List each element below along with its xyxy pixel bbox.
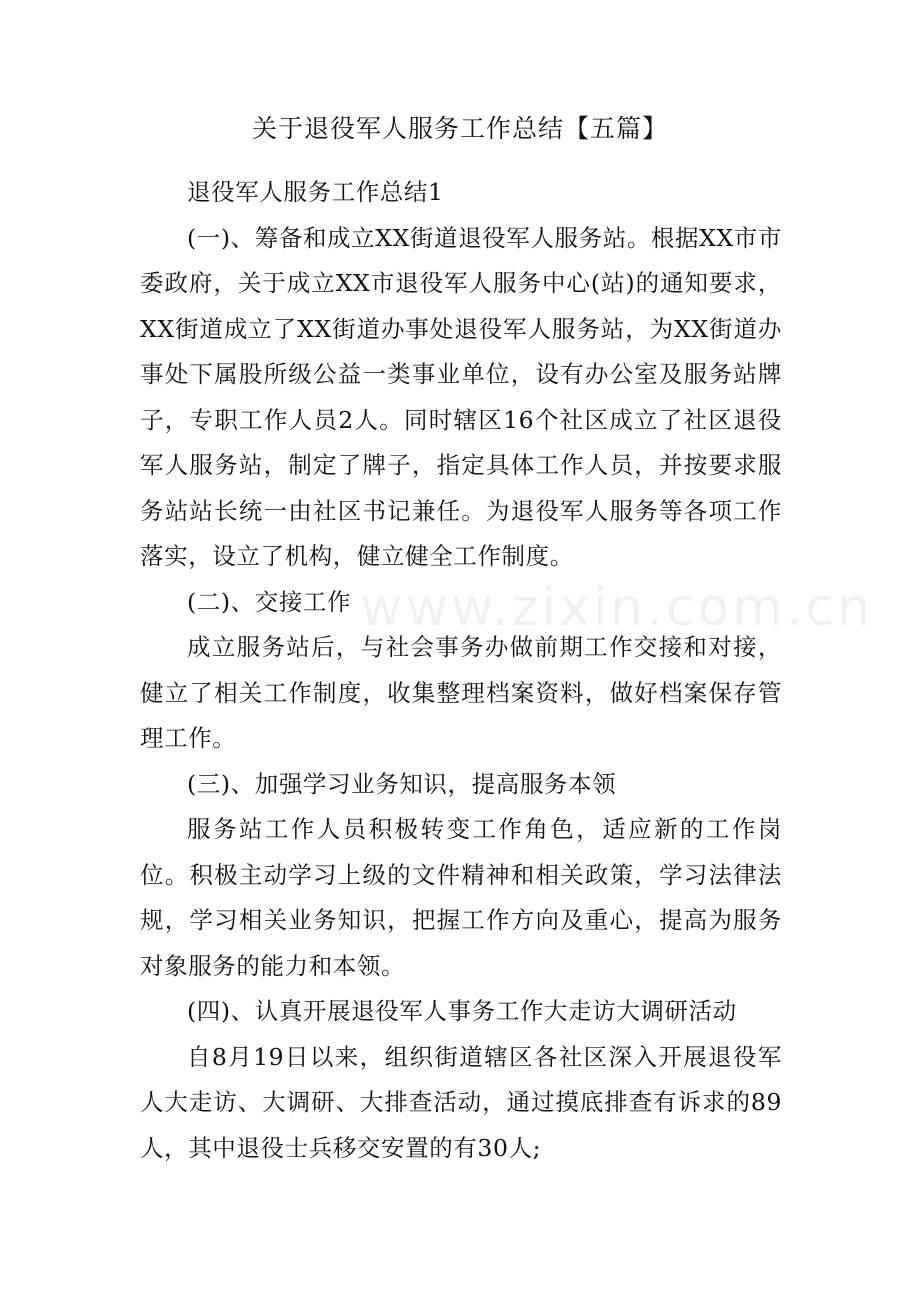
subsection-heading: (三)、加强学习业务知识，提高服务本领 xyxy=(187,769,617,798)
paragraph: (一)、筹备和成立XX街道退役军人服务站。根据XX市市委政府，关于成立XX市退役军人服务中心(站)的通知要求，XX街道成立了XX街道办事处退役军人服务站，为XX街道办事处下属股所级公益一类事业单位，设有办公室及服务站牌子，专职工作人员2人。同时辖区16个社区成立了社区退役军人服务站，制定了牌子，指定具体工作人员，并按要求服务站站长统一由社区书记兼任。为退役军人服务等各项工作落实，设立了机构，健立健全工作制度。 xyxy=(140,223,782,570)
paragraph: 自8月19日以来，组织街道辖区各社区深入开展退役军人大走访、大调研、大排查活动，通过摸底排查有诉求的89人，其中退役士兵移交安置的有30人; xyxy=(140,1042,782,1162)
paragraph: 成立服务站后，与社会事务办做前期工作交接和对接，健立了相关工作制度，收集整理档案资料，做好档案保存管理工作。 xyxy=(140,633,782,752)
section-heading: 退役军人服务工作总结1 xyxy=(187,178,444,206)
document-title: 关于退役军人服务工作总结【五篇】 xyxy=(251,114,668,143)
subsection-heading: (四)、认真开展退役军人事务工作大走访大调研活动 xyxy=(187,997,737,1025)
document-body xyxy=(140,170,782,1171)
subsection-heading: (二)、交接工作 xyxy=(187,587,352,616)
watermark: www.zixin.com.cn xyxy=(360,578,873,638)
paragraph: 服务站工作人员积极转变工作角色，适应新的工作岗位。积极主动学习上级的文件精神和相关政策，学习法律法规，学习相关业务知识，把握工作方向及重心，提高为服务对象服务的能力和本领。 xyxy=(140,815,782,980)
